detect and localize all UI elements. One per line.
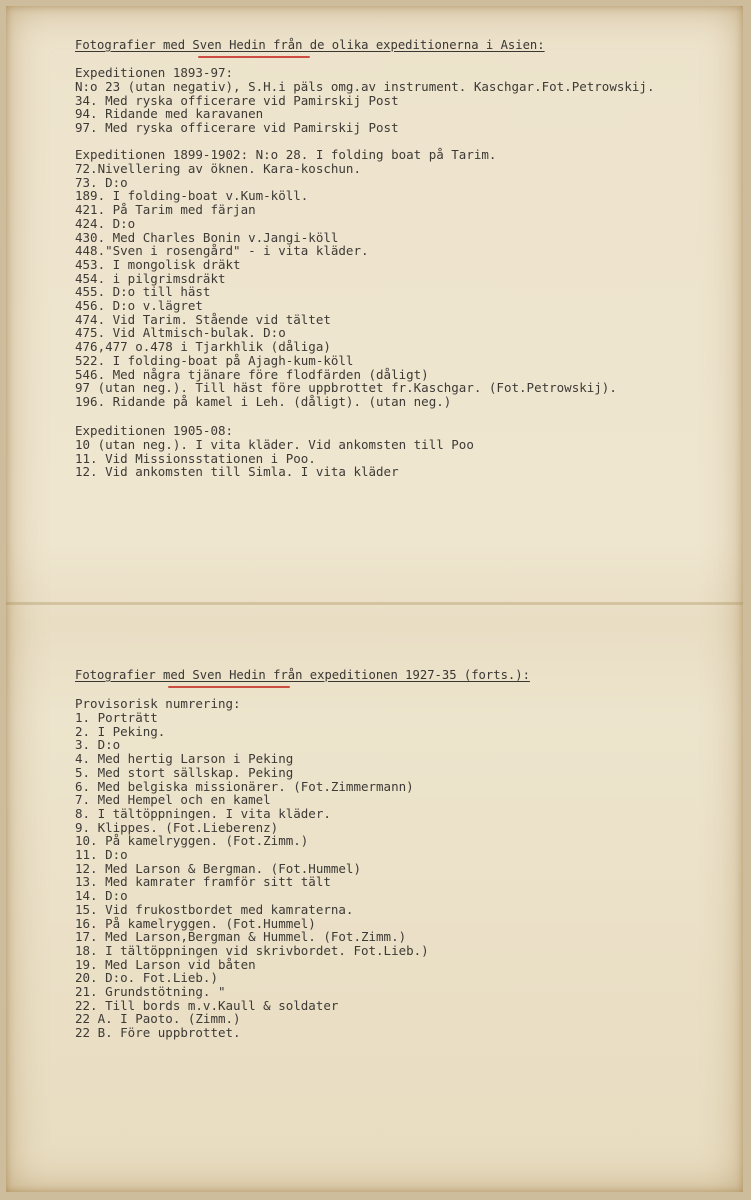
- photo-entry: 10. På kamelryggen. (Fot.Zimm.): [75, 833, 309, 849]
- photo-entry: 4. Med hertig Larson i Peking: [75, 751, 294, 767]
- red-underline-mark: [198, 56, 310, 58]
- photo-entry: 15. Vid frukostbordet med kamraterna.: [75, 901, 354, 917]
- photo-entry: N:o 23 (utan negativ), S.H.i päls omg.av instrument. Kaschgar.Fot.Petrowskij.: [75, 79, 655, 94]
- photo-entry: 22 B. Före uppbrottet.: [75, 1025, 241, 1041]
- photo-entry: 430. Med Charles Bonin v.Jangi-köll: [75, 229, 339, 245]
- photo-entry: 455. D:o till häst: [75, 284, 211, 300]
- photo-entry: 73. D:o: [75, 174, 128, 190]
- photo-entry: 10 (utan neg.). I vita kläder. Vid ankomsten till Poo: [75, 437, 474, 452]
- photo-entry: 189. I folding-boat v.Kum-köll.: [75, 188, 309, 204]
- photo-entry: 72.Nivellering av öknen. Kara-koschun.: [75, 161, 361, 176]
- photo-entry: 453. I mongolisk dräkt: [75, 256, 241, 272]
- photo-entry: 12. Med Larson & Bergman. (Fot.Hummel): [75, 860, 361, 876]
- photo-entry: 9. Klippes. (Fot.Lieberenz): [75, 819, 279, 835]
- red-underline-mark: [168, 686, 290, 688]
- photo-list: [75, 438, 474, 479]
- expedition-1893-97: [75, 66, 654, 135]
- photo-entry: 1. Porträtt: [75, 710, 158, 725]
- photo-entry: 16. På kamelryggen. (Fot.Hummel): [75, 915, 316, 931]
- photo-entry: 476,477 o.478 i Tjarkhlik (dåliga): [75, 339, 331, 355]
- photo-entry: 97 (utan neg.). Till häst före uppbrottet fr.Kaschgar. (Fot.Petrowskij).: [75, 380, 617, 396]
- photo-entry: 456. D:o v.lägret: [75, 298, 203, 314]
- expedition-title: Expeditionen 1893-97:: [75, 65, 234, 80]
- photo-entry: 97. Med ryska officerare vid Pamirskij Post: [75, 120, 399, 136]
- bottom-heading: Fotografier med Sven Hedin från expeditionen 1927-35 (forts.):: [75, 668, 530, 682]
- expedition-1927-35: [75, 697, 429, 1040]
- numbering-subtitle: Provisorisk numrering:: [75, 696, 241, 711]
- photo-entry: 3. D:o: [75, 737, 121, 753]
- photo-entry: 5. Med stort sällskap. Peking: [75, 764, 294, 780]
- photo-list: [75, 80, 654, 135]
- photo-entry: 421. På Tarim med färjan: [75, 202, 256, 218]
- top-heading: Fotografier med Sven Hedin från de olika expeditionerna i Asien:: [75, 38, 545, 52]
- page-fold-crease: [6, 602, 743, 605]
- photo-entry: 12. Vid ankomsten till Simla. I vita kläder: [75, 464, 399, 480]
- photo-entry: 18. I tältöppningen vid skrivbordet. Fot.Lieb.): [75, 942, 429, 958]
- photo-entry: 474. Vid Tarim. Stående vid tältet: [75, 311, 331, 327]
- photo-entry: 522. I folding-boat på Ajagh-kum-köll: [75, 352, 354, 368]
- photo-list: [75, 711, 429, 1040]
- photo-entry: 2. I Peking.: [75, 723, 166, 739]
- photo-entry: 454. i pilgrimsdräkt: [75, 270, 226, 286]
- photo-entry: 546. Med några tjänare före flodfärden (dåligt): [75, 366, 429, 382]
- photo-entry: 34. Med ryska officerare vid Pamirskij Post: [75, 92, 399, 108]
- photo-entry: 17. Med Larson,Bergman & Hummel. (Fot.Zimm.): [75, 929, 407, 945]
- expedition-1905-08: [75, 424, 474, 479]
- photo-entry: 475. Vid Altmisch-bulak. D:o: [75, 325, 286, 341]
- photo-entry: 196. Ridande på kamel i Leh. (dåligt). (utan neg.): [75, 393, 452, 409]
- photo-entry: 22. Till bords m.v.Kaull & soldater: [75, 997, 339, 1013]
- photo-list: [75, 162, 617, 409]
- photo-entry: 19. Med Larson vid båten: [75, 956, 256, 972]
- expedition-1899-1902: [75, 148, 617, 409]
- expedition-title: Expeditionen 1899-1902: N:o 28. I folding boat på Tarim.: [75, 147, 497, 162]
- photo-entry: 14. D:o: [75, 888, 128, 904]
- photo-entry: 11. D:o: [75, 847, 128, 863]
- photo-entry: 13. Med kamrater framför sitt tält: [75, 874, 331, 890]
- photo-entry: 22 A. I Paoto. (Zimm.): [75, 1011, 241, 1027]
- photo-entry: 94. Ridande med karavanen: [75, 106, 264, 122]
- photo-entry: 20. D:o. Fot.Lieb.): [75, 970, 218, 986]
- photo-entry: 11. Vid Missionsstationen i Poo.: [75, 450, 316, 466]
- expedition-title: Expeditionen 1905-08:: [75, 423, 234, 438]
- photo-entry: 448."Sven i rosengård" - i vita kläder.: [75, 243, 369, 259]
- photo-entry: 21. Grundstötning. ": [75, 984, 226, 1000]
- photo-entry: 6. Med belgiska missionärer. (Fot.Zimmermann): [75, 778, 414, 794]
- photo-entry: 8. I tältöppningen. I vita kläder.: [75, 805, 331, 821]
- photo-entry: 7. Med Hempel och en kamel: [75, 792, 271, 808]
- photo-entry: 424. D:o: [75, 215, 136, 231]
